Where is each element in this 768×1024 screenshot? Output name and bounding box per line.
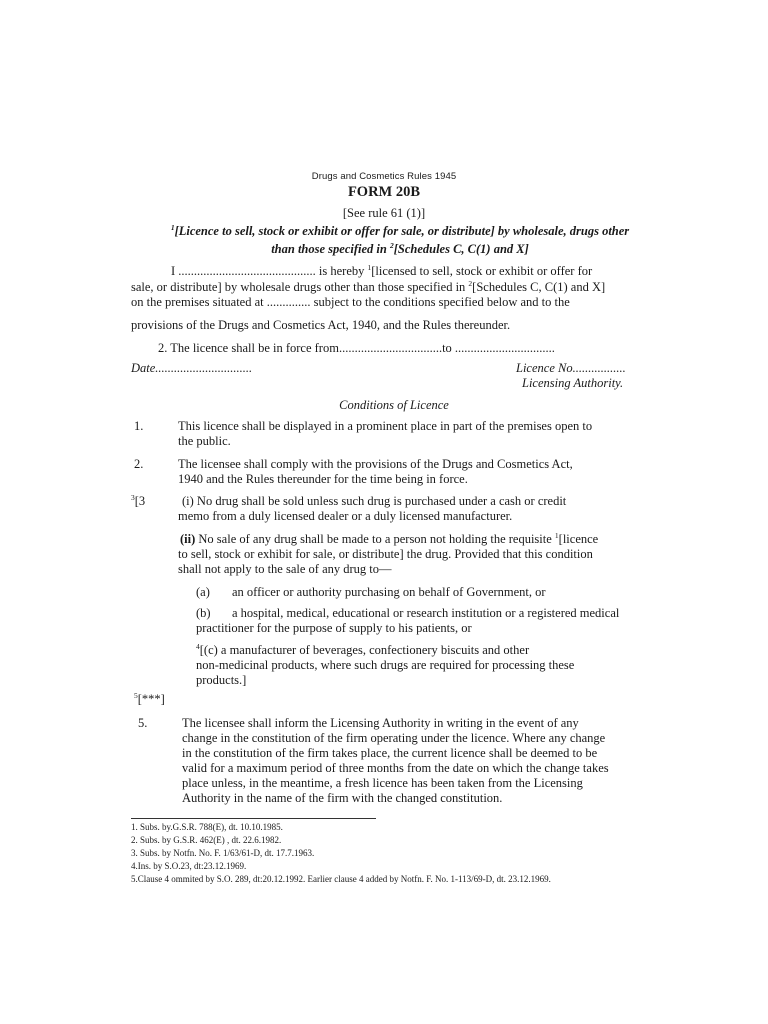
- condition-3-number: [131, 494, 145, 510]
- condition-5-line-1: The licensee shall inform the Licensing Authority in writing in the event of any: [182, 716, 579, 730]
- intro-line-2: [131, 280, 709, 296]
- intro-text: [Schedules C, C(1) and X]: [472, 280, 606, 294]
- footnote-4: 4.Ins. by S.O.23, dt:23.12.1969.: [131, 861, 247, 871]
- condition-5-line-5: place unless, in the meantime, a fresh licence has been taken from the Licensing: [182, 776, 583, 790]
- validity-line: 2. The licence shall be in force from.................................to ................................: [158, 341, 555, 355]
- form-heading: [140, 222, 660, 258]
- footnote-marker: 2: [389, 240, 394, 250]
- form-heading-line-1: [140, 222, 660, 240]
- omitted-marker: [***]: [137, 692, 165, 706]
- condition-3ii-label: (ii): [180, 532, 196, 546]
- footnote-3: 3. Subs. by Notfn. No. F. 1/63/61-D, dt. 17.7.1963.: [131, 848, 315, 858]
- condition-3ii-text: No sale of any drug shall be made to a person not holding the requisite: [195, 532, 555, 546]
- footnote-5: 5.Clause 4 ommited by S.O. 289, dt:20.12.1992. Earlier clause 4 added by Notfn. F. No. 1-113/69-D, dt. 23.12.1969.: [131, 874, 551, 884]
- intro-line-1: [131, 264, 709, 280]
- condition-2-line-2: 1940 and the Rules thereunder for the time being in force.: [178, 472, 468, 486]
- condition-5-line-4: valid for a maximum period of three months from the date on which the change takes: [182, 761, 609, 775]
- intro-text: [licensed to sell, stock or exhibit or offer for: [371, 264, 593, 278]
- item-b-line-2: practitioner for the purpose of supply to his patients, or: [196, 621, 472, 635]
- footnote-marker: 1: [367, 262, 372, 272]
- conditions-title: Conditions of Licence: [339, 398, 449, 412]
- condition-3ii-line-1: [180, 532, 708, 548]
- footnote-marker: 5: [134, 690, 138, 700]
- footnote-marker: 4: [196, 641, 200, 651]
- rule-reference: [See rule 61 (1)]: [342, 206, 426, 220]
- footnote-marker: 3: [131, 492, 135, 502]
- item-a-text: an officer or authority purchasing on behalf of Government, or: [232, 585, 546, 599]
- date-field: Date...............................: [131, 361, 253, 375]
- item-b-label: (b): [196, 606, 211, 620]
- intro-text: I ............................................ is hereby: [171, 264, 368, 278]
- intro-line-4: provisions of the Drugs and Cosmetics Act, 1940, and the Rules thereunder.: [131, 318, 511, 332]
- condition-5-line-2: change in the constitution of the firm operating under the licence. Where any change: [182, 731, 606, 745]
- item-c-line-2: non-medicinal products, where such drugs are required for processing these: [196, 658, 575, 672]
- condition-3ii-line-2: to sell, stock or exhibit for sale, or distribute] the drug. Provided that this condition: [178, 547, 593, 561]
- item-a-label: (a): [196, 585, 210, 599]
- condition-2-line-1: The licensee shall comply with the provisions of the Drugs and Cosmetics Act,: [178, 457, 573, 471]
- document-title: Drugs and Cosmetics Rules 1945: [311, 171, 457, 182]
- form-heading-line-2: [140, 240, 660, 258]
- heading-text: than those specified in: [271, 242, 390, 256]
- condition-1-number: 1.: [134, 419, 144, 433]
- item-c-line-3: products.]: [196, 673, 247, 687]
- footnote-2: 2. Subs. by G.S.R. 462(E) , dt. 22.6.1982.: [131, 835, 282, 845]
- condition-3-label: [3: [134, 494, 146, 508]
- item-b-line-1: a hospital, medical, educational or research institution or a registered medical: [232, 606, 620, 620]
- footnote-1: 1. Subs. by.G.S.R. 788(E), dt. 10.10.1985.: [131, 822, 283, 832]
- condition-1-line-1: This licence shall be displayed in a prominent place in part of the premises open to: [178, 419, 593, 433]
- footnote-marker: 1: [554, 530, 559, 540]
- condition-1-line-2: the public.: [178, 434, 231, 448]
- condition-5-line-3: in the constitution of the firm takes place, the current licence shall be deemed to be: [182, 746, 598, 760]
- form-number: FORM 20B: [347, 184, 421, 200]
- footnote-separator: [131, 818, 376, 819]
- condition-3ii-line-3: shall not apply to the sale of any drug to—: [178, 562, 392, 576]
- condition-5-number: 5.: [138, 716, 148, 730]
- heading-text: [Licence to sell, stock or exhibit or offer for sale, or distribute] by wholesale, drugs other: [174, 224, 630, 238]
- footnote-marker: 2: [468, 278, 473, 288]
- intro-line-3: on the premises situated at .............. subject to the conditions specified below and to the: [131, 295, 570, 309]
- intro-text: sale, or distribute] by wholesale drugs other than those specified in: [131, 280, 469, 294]
- licensing-authority-label: Licensing Authority.: [522, 376, 624, 390]
- licence-number-field: Licence No.................: [516, 361, 626, 375]
- condition-3ii-text: [licence: [558, 532, 599, 546]
- footnote-marker: 1: [170, 222, 175, 232]
- heading-text: [Schedules C, C(1) and X]: [393, 242, 529, 256]
- condition-3i-line-2: memo from a duly licensed dealer or a duly licensed manufacturer.: [178, 509, 513, 523]
- item-c-line-1: [196, 643, 708, 659]
- condition-5-line-6: Authority in the name of the firm with the changed constitution.: [182, 791, 503, 805]
- condition-2-number: 2.: [134, 457, 144, 471]
- item-c-text: [(c) a manufacturer of beverages, confectionery biscuits and other: [199, 643, 530, 657]
- condition-3i-line-1: (i) No drug shall be sold unless such drug is purchased under a cash or credit: [182, 494, 567, 508]
- omitted-clause-4: [134, 692, 165, 708]
